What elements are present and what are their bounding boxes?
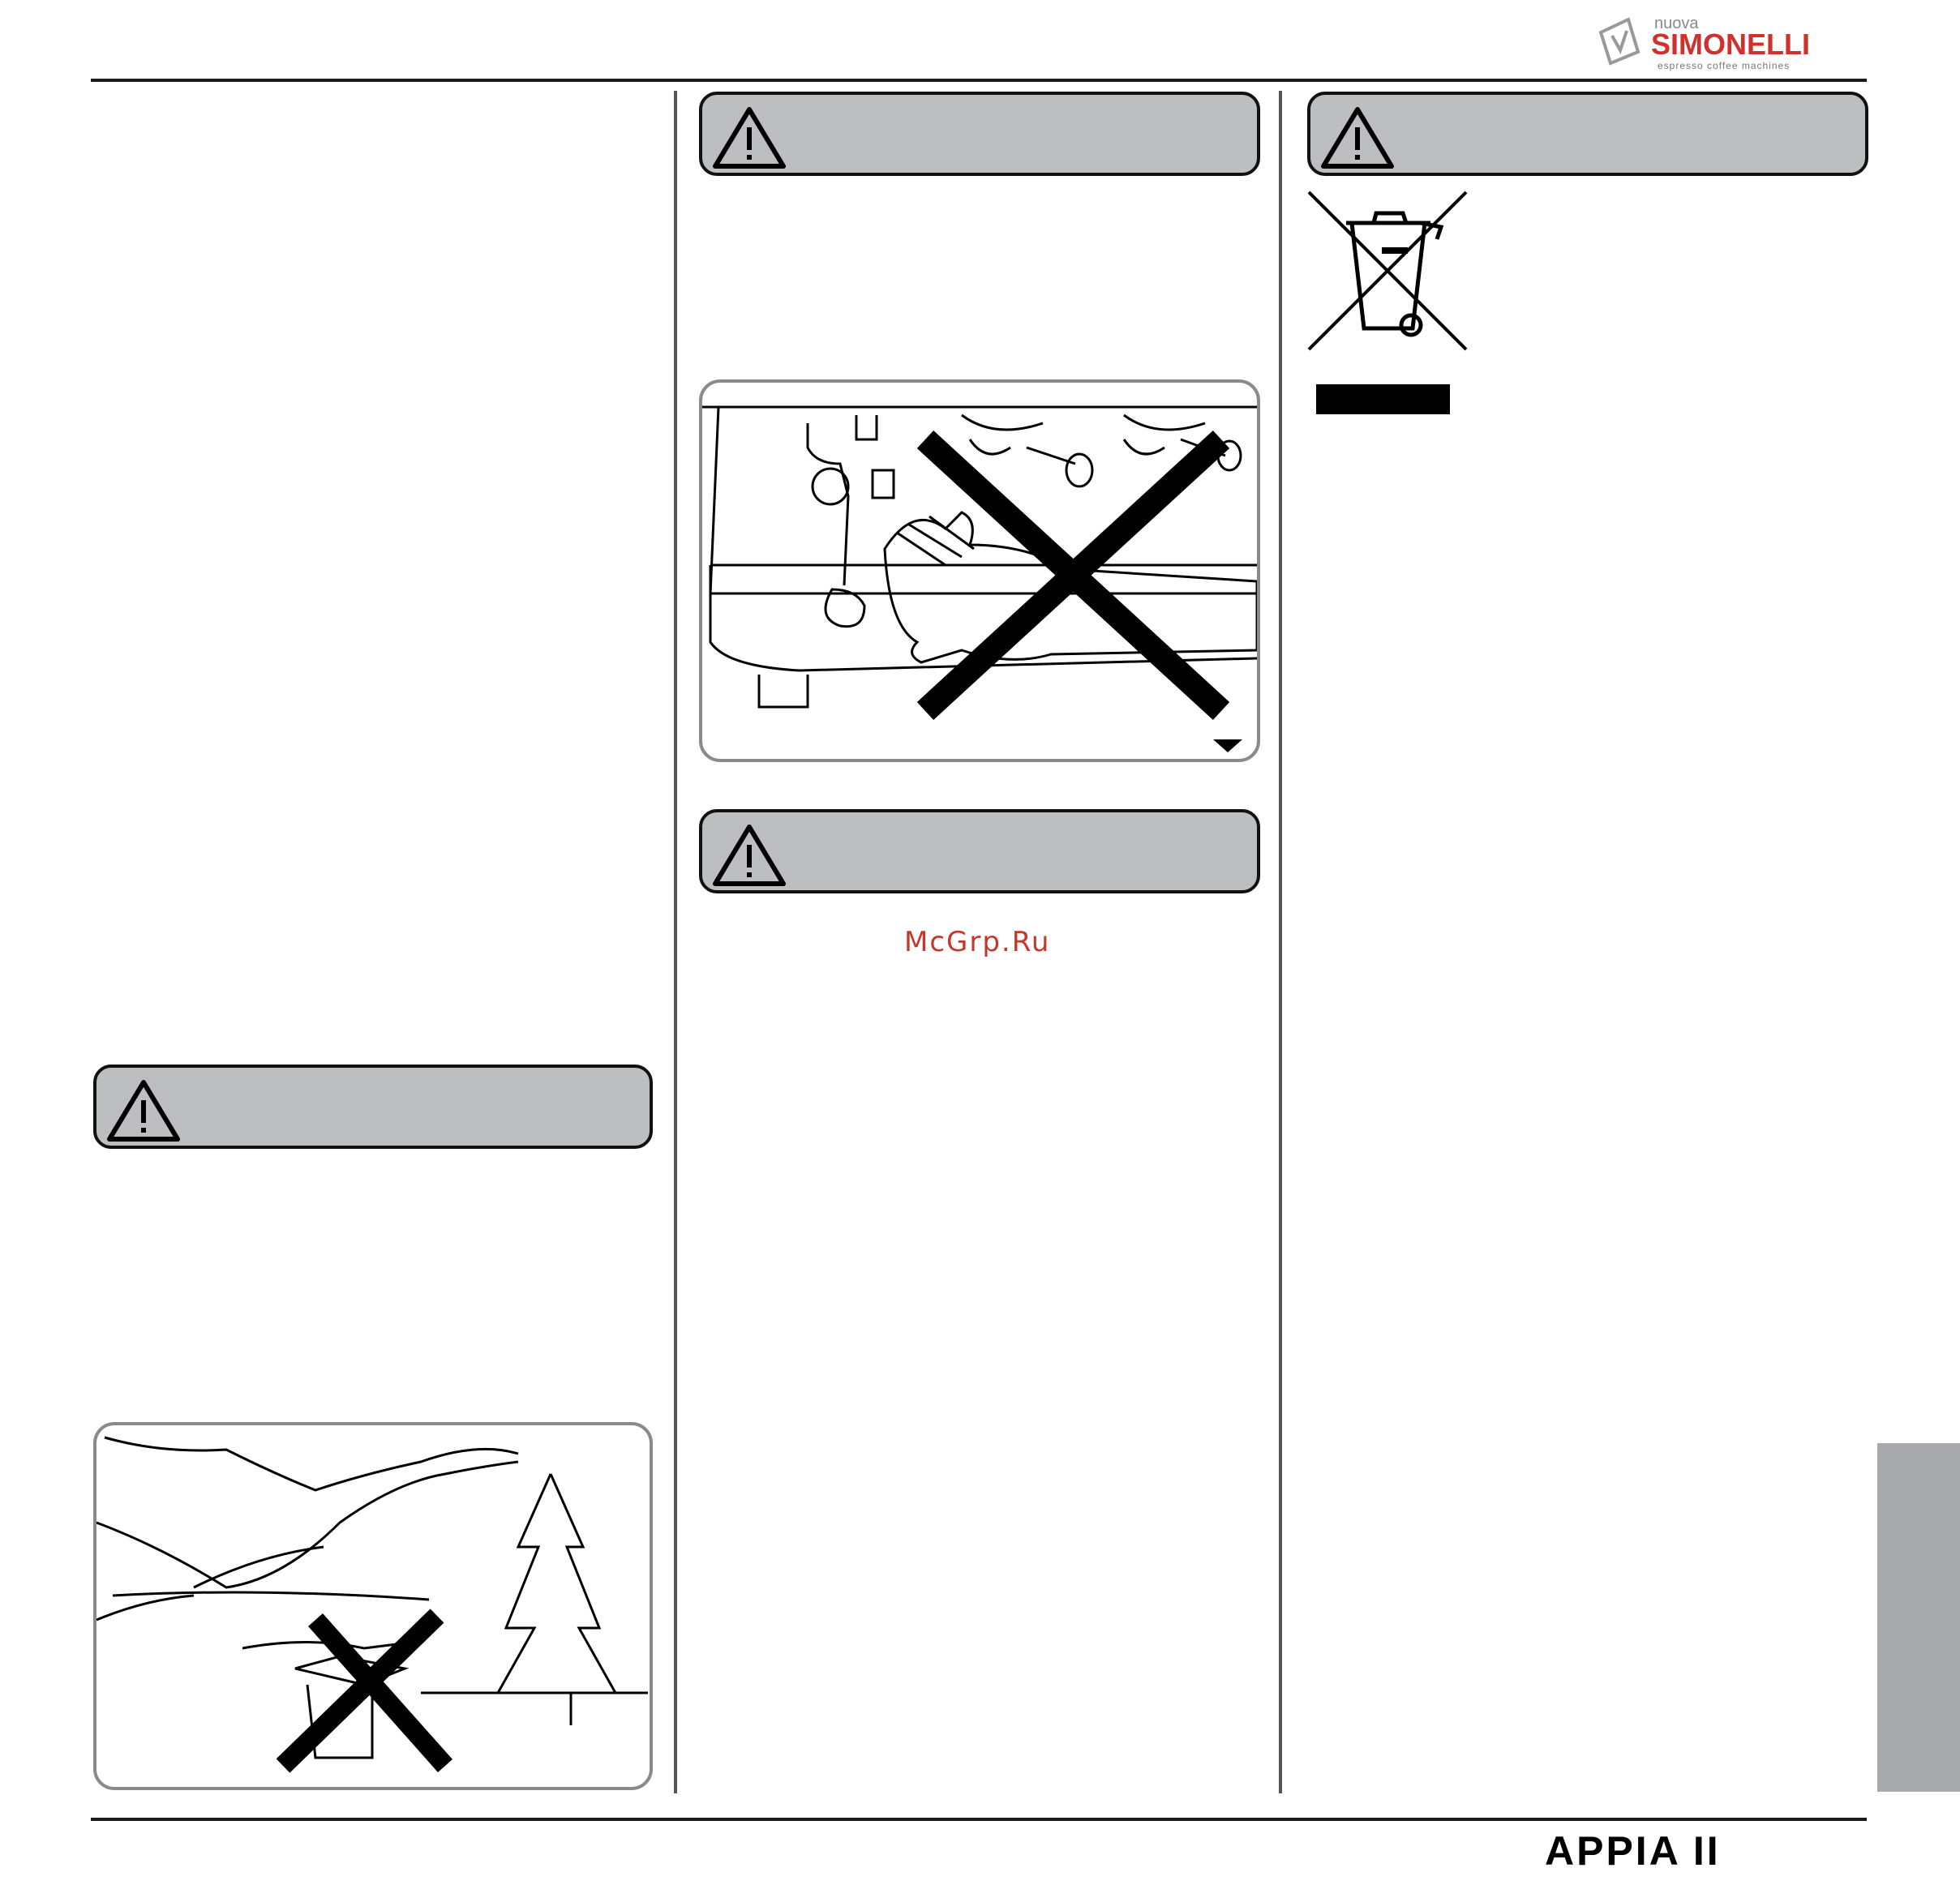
brand-emblem-icon: [1596, 15, 1653, 68]
warning-box-col1: [93, 1065, 653, 1149]
arrow-down-icon: [1213, 739, 1242, 752]
watermark-text: McGrp.Ru: [904, 926, 1051, 958]
warning-triangle-icon: [710, 822, 788, 889]
brand-name: SIMONELLI: [1651, 28, 1810, 61]
landscape-illustration: [96, 1425, 650, 1787]
warning-triangle-icon: [105, 1077, 182, 1144]
brand-tagline: espresso coffee machines: [1658, 60, 1791, 71]
brand-logo: [1596, 15, 1880, 71]
warning-triangle-icon: [1319, 105, 1396, 171]
machine-hand-illustration: [702, 383, 1257, 759]
column-divider-right: [1279, 91, 1282, 1793]
footer-rule: [91, 1818, 1867, 1821]
footer-model: [1545, 1827, 1721, 1874]
crossed-out-bin-icon: [1307, 191, 1469, 353]
header-rule: [91, 79, 1867, 82]
warning-box-col2-bottom: [699, 809, 1260, 893]
warning-triangle-icon: [710, 105, 788, 171]
weee-bar: [1316, 384, 1450, 414]
figure-no-dumping: [93, 1422, 653, 1790]
figure-hand-on-machine: [699, 379, 1260, 762]
warning-box-col2-top: [699, 92, 1260, 176]
brand-small: nuova: [1654, 15, 1699, 32]
warning-box-col3: [1307, 92, 1868, 176]
weee-symbol: [1307, 191, 1469, 353]
side-tab: [1877, 1443, 1960, 1792]
footer-model-text: APPIA II: [1545, 1828, 1721, 1874]
column-divider-left: [674, 91, 677, 1793]
